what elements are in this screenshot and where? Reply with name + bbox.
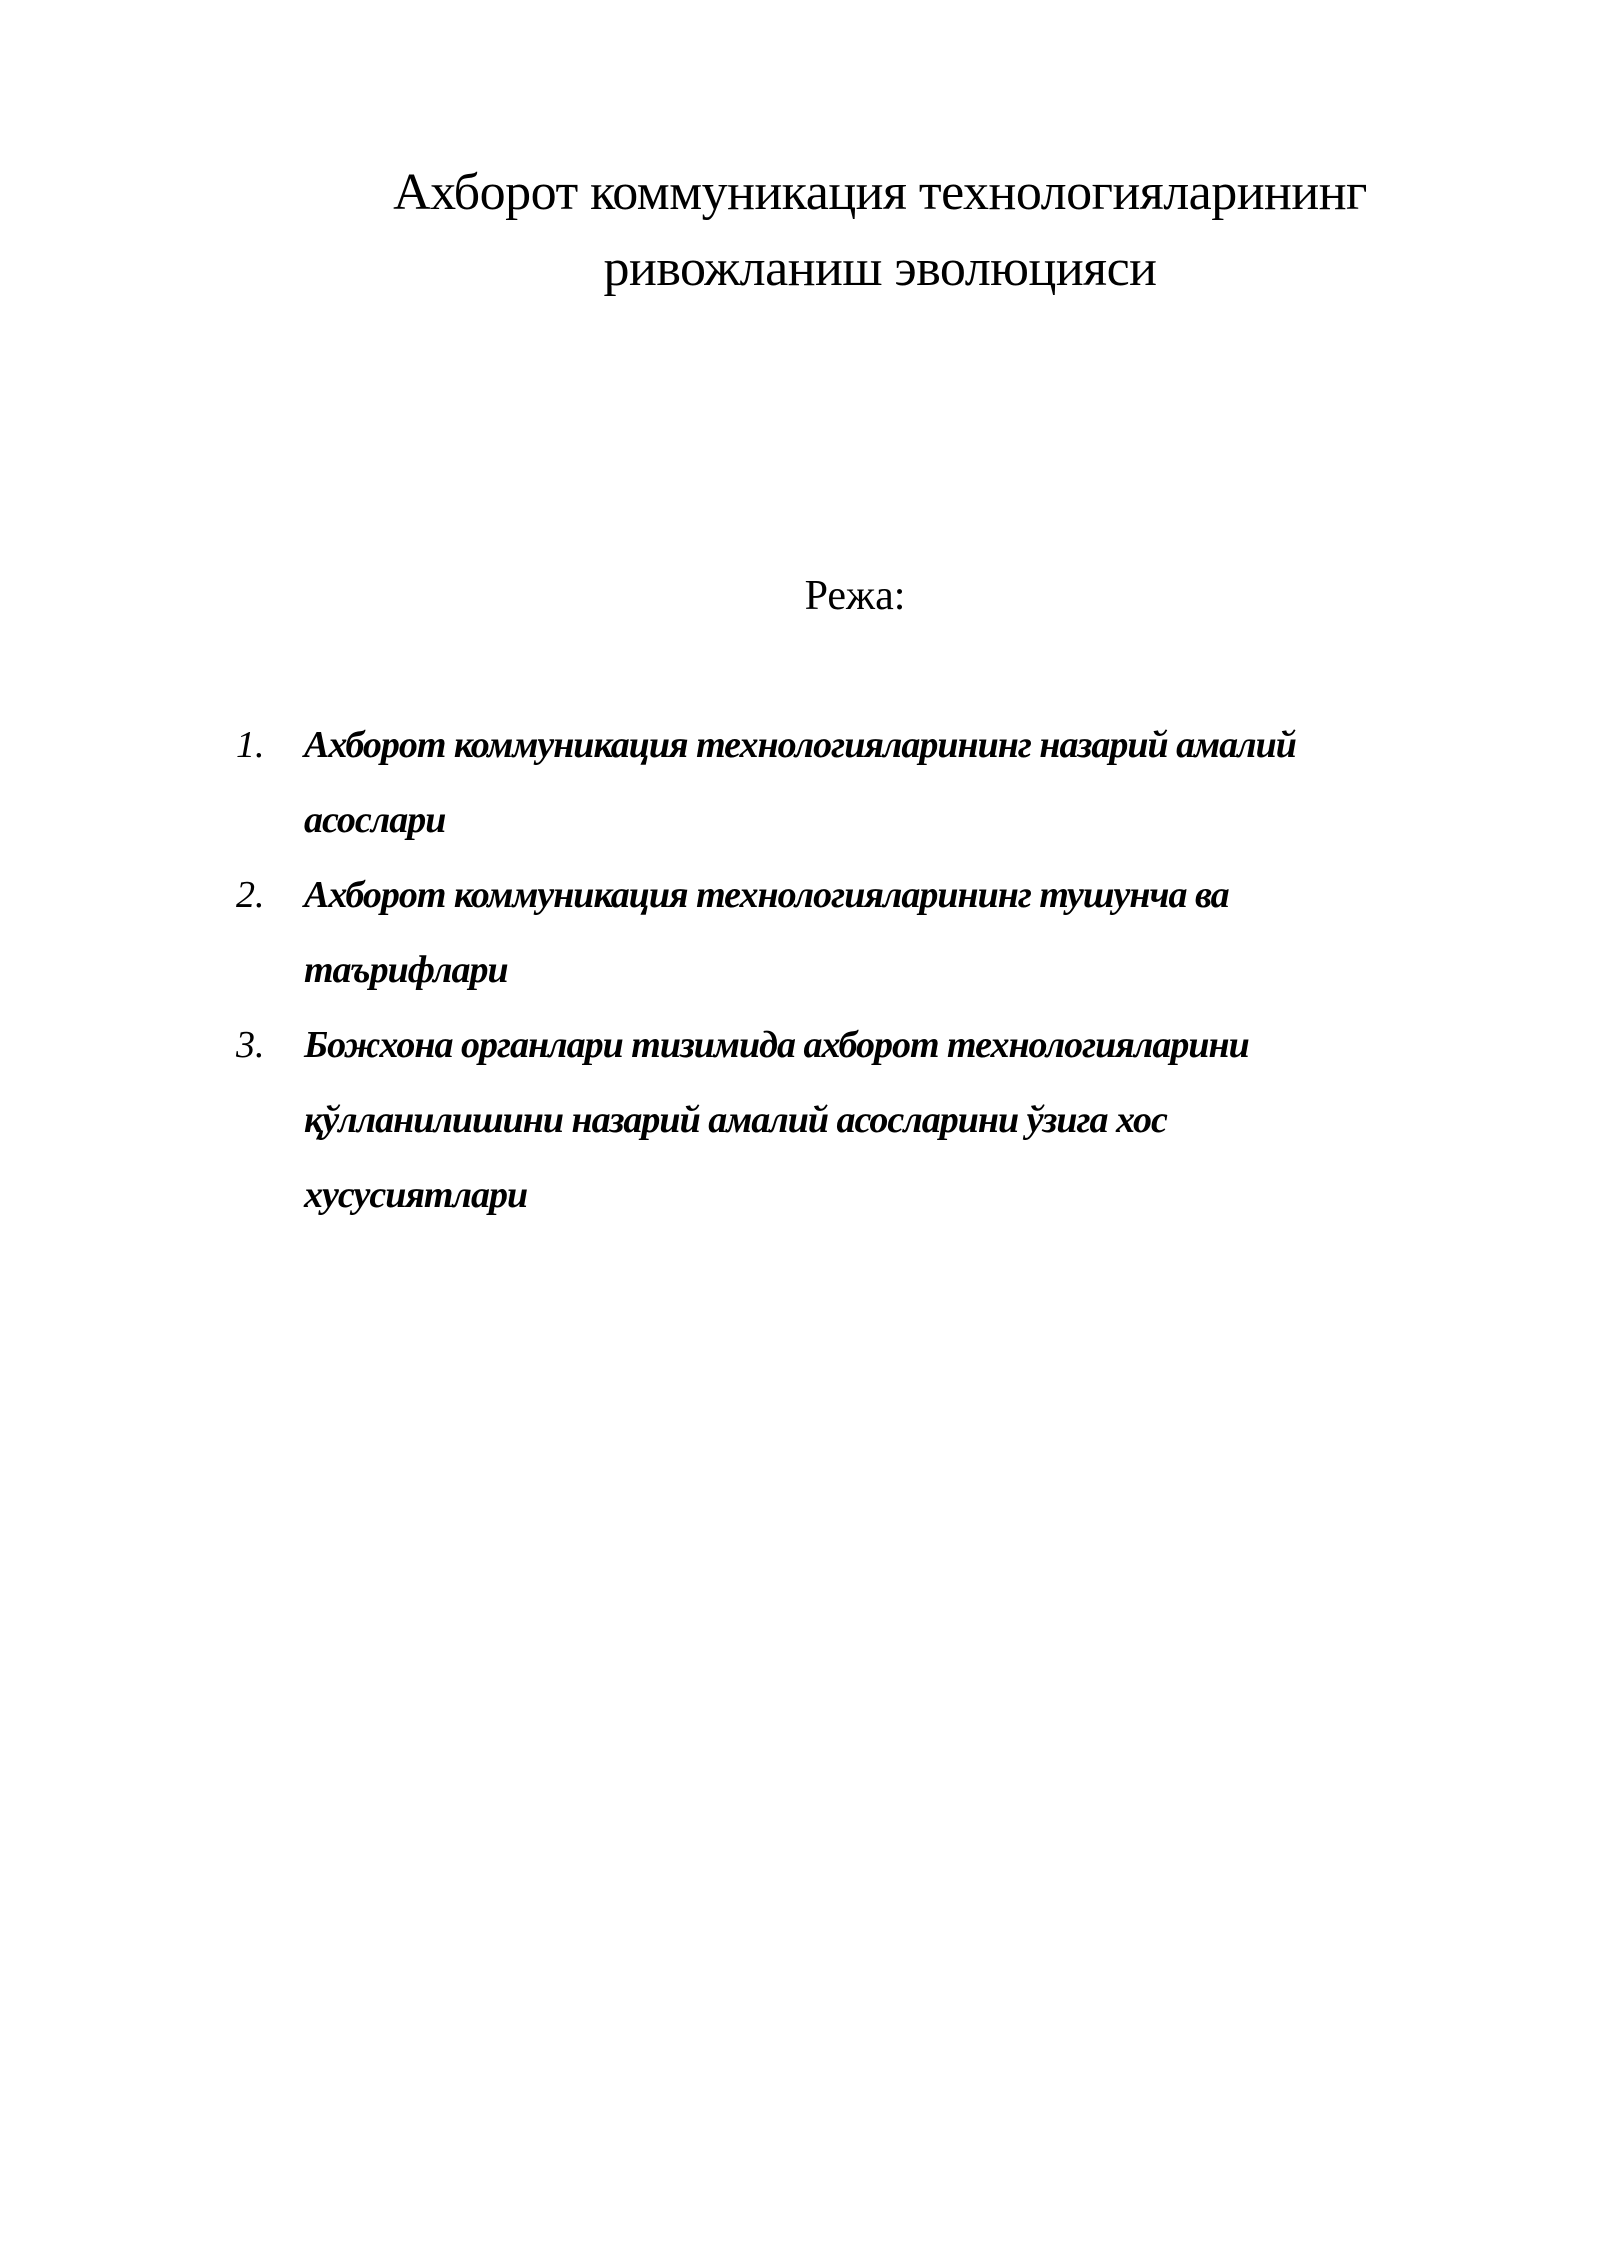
plan-item-2: [236, 858, 1466, 1008]
plan-item-3: [236, 1008, 1466, 1233]
document-title: [240, 155, 1520, 307]
plan-list: [236, 708, 1466, 1233]
plan-item-number: 3.: [236, 1024, 265, 1066]
plan-item-1: [236, 708, 1466, 858]
plan-item-number: 1.: [236, 724, 265, 766]
plan-item-text-line: қўлланилишини назарий амалий асосларини ўзига хос: [304, 1099, 1167, 1141]
plan-item-text-line: Божхона органлари тизимида ахборот технологияларини: [304, 1024, 1249, 1066]
title-line-1: Ахборот коммуникация технологияларининг: [393, 164, 1367, 221]
plan-item-text-line: Ахборот коммуникация технологияларининг назарий амалий: [304, 724, 1296, 766]
plan-item-text-line: таърифлари: [304, 949, 508, 991]
plan-item-number: 2.: [236, 874, 265, 916]
plan-item-text-line: Ахборот коммуникация технологияларининг тушунча ва: [304, 874, 1229, 916]
plan-heading: Режа:: [804, 573, 906, 619]
title-line-2: ривожланиш эволюцияси: [603, 240, 1157, 297]
plan-item-text-line: асослари: [304, 799, 446, 841]
plan-item-text-line: хусусиятлари: [304, 1174, 528, 1216]
